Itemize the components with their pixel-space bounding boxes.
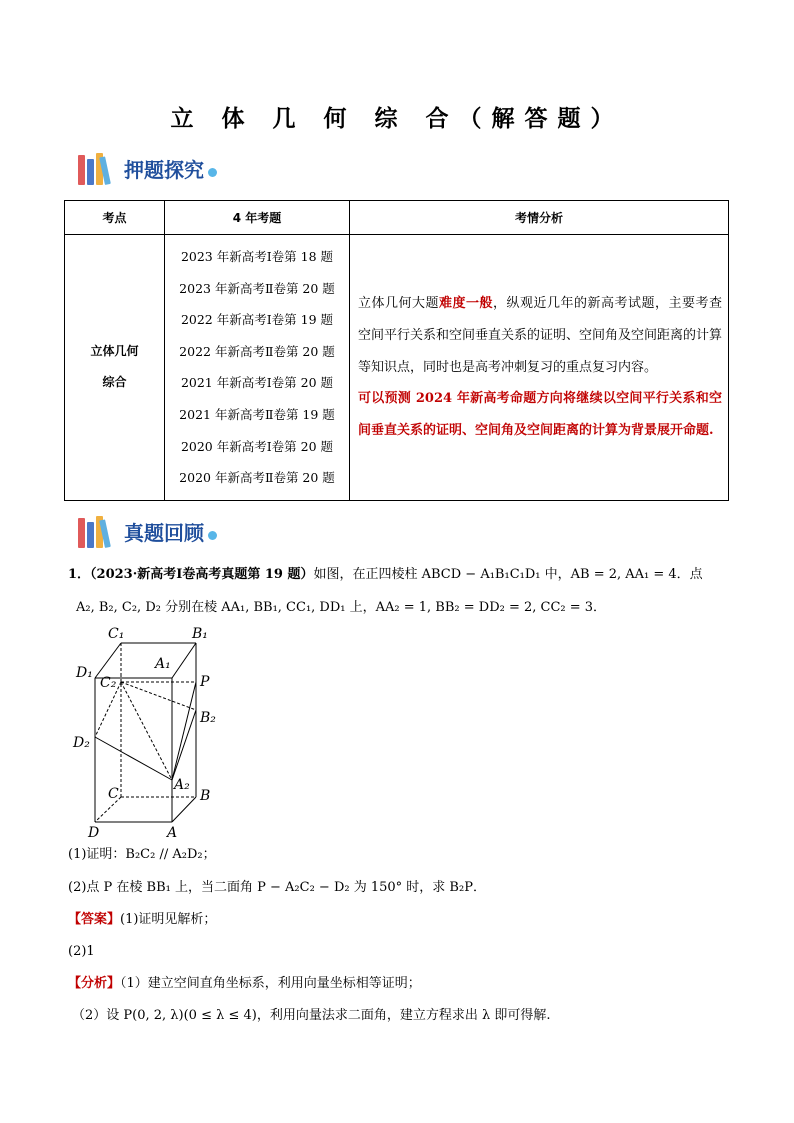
- problem-line-2: A₂, B₂, C₂, D₂ 分别在棱 AA₁, BB₁, CC₁, DD₁ 上，AA₂ = 1, BB₂ = DD₂ = 2, CC₂ = 3．: [76, 600, 607, 615]
- answer-line-2: (2)1: [68, 944, 95, 959]
- vertex-label: B: [200, 788, 211, 804]
- exam-analysis-table: [64, 200, 729, 501]
- section-header-2: [76, 513, 217, 549]
- vertex-label: P: [200, 674, 210, 690]
- vertex-label: C₁: [108, 626, 125, 642]
- vertex-label: A: [167, 825, 178, 841]
- vertex-label: D₂: [73, 735, 90, 751]
- topic-cell: 立体几何 综合: [65, 235, 165, 501]
- list-item: 2020 年新高考Ⅰ卷第 20 题: [180, 438, 334, 454]
- list-item: 2020 年新高考Ⅱ卷第 20 题: [179, 470, 335, 486]
- section-title: 押题探究: [124, 157, 204, 182]
- prediction-text: 可以预测 2024 年新高考命题方向将继续以空间平行关系和空间垂直关系的证明、空间角及空间距离的计算为背景展开命题.: [358, 391, 722, 438]
- vertex-label: A₁: [155, 656, 171, 672]
- list-item: 2021 年新高考Ⅰ卷第 20 题: [180, 375, 334, 391]
- vertex-label: D: [88, 825, 100, 841]
- prism-figure: [68, 622, 228, 842]
- vertex-label: B₁: [192, 626, 208, 642]
- analysis-line-2: （2）设 P(0, 2, λ)(0 ≤ λ ≤ 4)，利用向量法求二面角，建立方程求出 λ 即可得解.: [72, 1008, 551, 1023]
- list-item: 2022 年新高考Ⅰ卷第 19 题: [180, 312, 334, 328]
- problem-part-1: (1)证明：B₂C₂ // A₂D₂；: [68, 847, 216, 862]
- section-header-1: [76, 150, 217, 186]
- answer-line-1: 【答案】(1)证明见解析；: [68, 912, 217, 927]
- list-item: 2022 年新高考Ⅱ卷第 20 题: [179, 343, 335, 359]
- exam-list-cell: [165, 235, 350, 501]
- analysis-line-1: 【分析】（1）建立空间直角坐标系，利用向量坐标相等证明；: [68, 976, 421, 991]
- vertex-label: B₂: [200, 710, 216, 726]
- list-item: 2023 年新高考Ⅰ卷第 18 题: [180, 249, 334, 264]
- section-title: 真题回顾: [124, 520, 204, 545]
- dot-icon: [208, 531, 217, 540]
- books-icon: [76, 151, 118, 185]
- vertex-label: A₂: [174, 777, 190, 793]
- page-title: 立 体 几 何 综 合（解答题）: [170, 106, 624, 132]
- vertex-label: D₁: [76, 665, 93, 681]
- table-header: 考点: [65, 201, 165, 235]
- books-icon: [76, 514, 118, 548]
- vertex-label: C: [108, 786, 119, 802]
- list-item: 2023 年新高考Ⅱ卷第 20 题: [179, 280, 335, 296]
- problem-line-1: 1．（2023·新高考Ⅰ卷高考真题第 19 题）如图，在正四棱柱 ABCD − A₁B₁C₁D₁ 中，AB = 2, AA₁ = 4．点: [68, 567, 703, 582]
- analysis-cell: 立体几何大题难度一般，纵观近几年的新高考试题，主要考查空间平行关系和空间垂直关系的证明、空间角及空间距离的计算等知识点，同时也是高考冲刺复习的重点复习内容。 可以预测 2024 年新高考命题方向将继续以空间平行关系和空间垂直关系的证明、空间角及空间距离的计算为背景展开命题.: [350, 235, 729, 501]
- dot-icon: [208, 168, 217, 177]
- problem-part-2: (2)点 P 在棱 BB₁ 上，当二面角 P − A₂C₂ − D₂ 为 150° 时，求 B₂P．: [68, 880, 486, 895]
- table-header: 4 年考题: [165, 201, 350, 235]
- table-header: 考情分析: [350, 201, 729, 235]
- vertex-label: C₂: [100, 675, 117, 691]
- list-item: 2021 年新高考Ⅱ卷第 19 题: [179, 406, 335, 422]
